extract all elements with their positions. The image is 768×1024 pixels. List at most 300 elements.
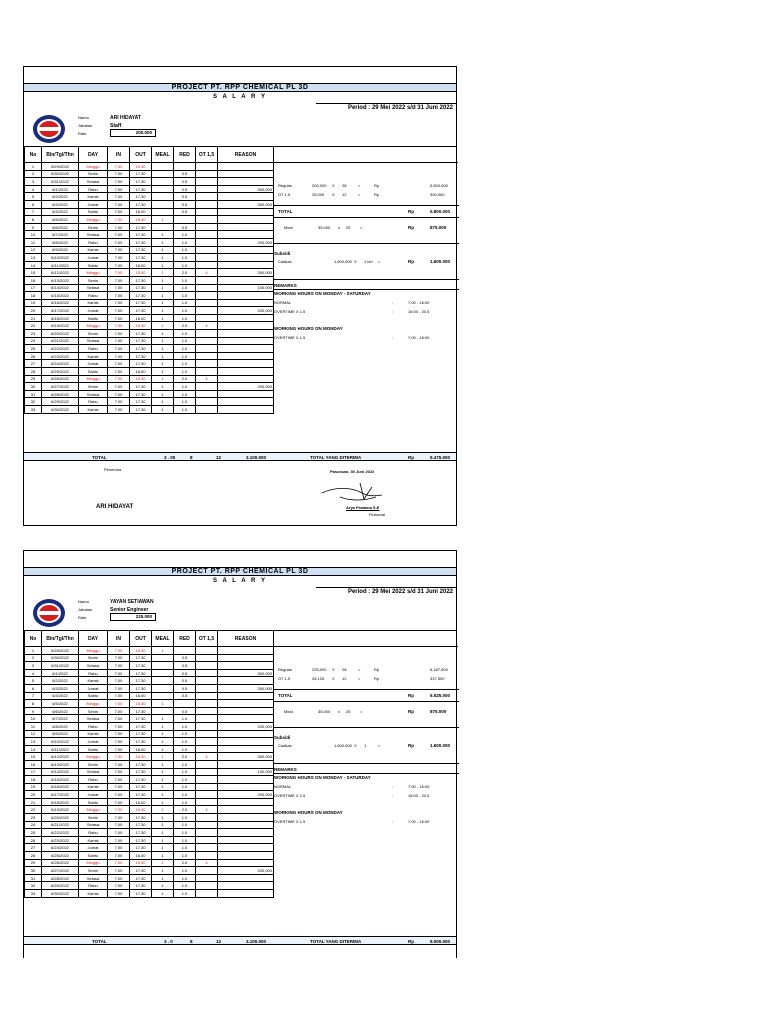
calc-line xyxy=(274,763,459,764)
cell-no: 29 xyxy=(25,859,42,867)
calc-normal-label: NORMAL xyxy=(274,784,292,789)
total-ot: 12 xyxy=(216,455,222,460)
cell-date: 6/1/2022 xyxy=(42,669,79,677)
cell-no: 21 xyxy=(25,314,42,322)
cell-date: 6/18/2022 xyxy=(42,314,79,322)
cell-tin: 7.00 xyxy=(108,874,130,882)
cell-day: Senin xyxy=(79,170,108,178)
cell-ot xyxy=(196,760,218,768)
table-row xyxy=(25,322,274,330)
cell-mel: 1 xyxy=(152,852,174,860)
cell-date: 6/21/2022 xyxy=(42,821,79,829)
cell-no: 28 xyxy=(25,368,42,376)
cell-day: Rabu xyxy=(79,722,108,730)
table-header-row xyxy=(25,147,274,163)
cell-tout: 17.30 xyxy=(130,768,152,776)
calc-ot-rate: 28,125 xyxy=(312,676,325,681)
cell-day: Selasa xyxy=(79,337,108,345)
cell-mel: 1 xyxy=(152,806,174,814)
cell-tin: 7.00 xyxy=(108,753,130,761)
cell-ot xyxy=(196,852,218,860)
cell-tout: 17.30 xyxy=(130,360,152,368)
calc-meal-eq: = xyxy=(360,225,363,230)
cell-day: Jumat xyxy=(79,200,108,208)
table-row xyxy=(25,791,274,799)
cell-day: Kamis xyxy=(79,783,108,791)
cell-date: 6/20/2022 xyxy=(42,330,79,338)
cell-red xyxy=(174,163,196,171)
cell-red: 1.0 xyxy=(174,345,196,353)
cell-mel: 1 xyxy=(152,284,174,292)
cell-tin: 7.00 xyxy=(108,246,130,254)
cell-tin: 7.00 xyxy=(108,375,130,383)
cell-tin: 7.00 xyxy=(108,398,130,406)
calc-regular-rp: Rp xyxy=(374,183,380,188)
cell-reason: 200,000 xyxy=(218,383,274,391)
calc-total-value: 6.525.000 xyxy=(430,693,451,698)
cell-red: 1.0 xyxy=(174,783,196,791)
cell-tin: 7.00 xyxy=(108,730,130,738)
cell-day: Minggu xyxy=(79,322,108,330)
cell-day: Selasa xyxy=(79,284,108,292)
cell-date: 6/1/2022 xyxy=(42,185,79,193)
cell-tin: 7.00 xyxy=(108,890,130,898)
cell-red: 2.0 xyxy=(174,322,196,330)
cell-date: 6/30/2022 xyxy=(42,890,79,898)
cell-reason xyxy=(218,223,274,231)
cell-ot xyxy=(196,684,218,692)
cell-tout: 17.30 xyxy=(130,890,152,898)
cell-ot xyxy=(196,193,218,201)
cell-ot xyxy=(196,776,218,784)
column-header-day: DAY xyxy=(79,631,108,647)
cell-reason: 200,000 xyxy=(218,238,274,246)
position-label: Jabatan xyxy=(78,607,93,612)
table-row xyxy=(25,859,274,867)
calc-regular-rate: 225,000 xyxy=(312,667,327,672)
cell-tout: 16.00 xyxy=(130,745,152,753)
calc-ot-line-time: 16:00 - 20.5 xyxy=(408,793,430,798)
total-red: 8 xyxy=(190,455,193,460)
table-row xyxy=(25,337,274,345)
table-row xyxy=(25,185,274,193)
cell-mel xyxy=(152,185,174,193)
cell-mel: 1 xyxy=(152,261,174,269)
cell-reason xyxy=(218,375,274,383)
cell-no: 21 xyxy=(25,798,42,806)
cell-red: 1.0 xyxy=(174,368,196,376)
cell-ot xyxy=(196,882,218,890)
cell-tout: 16.00 xyxy=(130,852,152,860)
cell-tin: 7.00 xyxy=(108,647,130,655)
cell-reason xyxy=(218,821,274,829)
cell-tout: 15.30 xyxy=(130,375,152,383)
cell-date: 6/25/2022 xyxy=(42,852,79,860)
table-row xyxy=(25,330,274,338)
cell-no: 9 xyxy=(25,223,42,231)
cell-date: 6/13/2022 xyxy=(42,276,79,284)
calc-cadkas-label: Cadkas xyxy=(278,259,292,264)
calc-meal-value: 875.000 xyxy=(430,709,447,714)
table-row xyxy=(25,882,274,890)
column-header-no: No xyxy=(25,147,42,163)
cell-tout: 17.30 xyxy=(130,246,152,254)
calc-cadkas-rate: 1,600,000 xyxy=(334,259,352,264)
calc-cadkas-eq: = xyxy=(378,743,381,748)
calc-total-rp: Rp xyxy=(408,209,414,214)
cell-reason: 100,000 xyxy=(218,768,274,776)
cell-day: Selasa xyxy=(79,662,108,670)
calc-ot-label: OT 1.5 xyxy=(278,676,291,681)
cell-tout: 17.30 xyxy=(130,684,152,692)
cell-red: 0.5 xyxy=(174,707,196,715)
cell-day: Sabtu xyxy=(79,314,108,322)
column-header-reason: REASON xyxy=(218,147,274,163)
cell-mel: 1 xyxy=(152,276,174,284)
cell-no: 1 xyxy=(25,647,42,655)
cell-no: 6 xyxy=(25,684,42,692)
calc-ot-line-colon: : xyxy=(392,309,394,314)
cell-mel: 1 xyxy=(152,238,174,246)
cell-reason xyxy=(218,231,274,239)
table-row xyxy=(25,276,274,284)
cell-no: 9 xyxy=(25,707,42,715)
cell-mel: 1 xyxy=(152,292,174,300)
cell-red: 1.0 xyxy=(174,768,196,776)
calc-ot-total: 337,500 xyxy=(430,676,445,681)
cell-day: Selasa xyxy=(79,390,108,398)
cell-no: 18 xyxy=(25,776,42,784)
cell-mel: 1 xyxy=(152,753,174,761)
cell-date: 6/4/2022 xyxy=(42,208,79,216)
cell-mel: 1 xyxy=(152,352,174,360)
cell-ot xyxy=(196,163,218,171)
cell-reason xyxy=(218,715,274,723)
total-pay-label: TOTAL YANG DITERIMA xyxy=(310,455,362,460)
cell-tout: 17.30 xyxy=(130,200,152,208)
cell-tin: 7.00 xyxy=(108,254,130,262)
cell-no: 30 xyxy=(25,383,42,391)
cell-date: 6/27/2022 xyxy=(42,867,79,875)
cell-tin: 7.00 xyxy=(108,345,130,353)
calc-line xyxy=(274,279,459,280)
cell-day: Minggu xyxy=(79,163,108,171)
cell-day: Kamis xyxy=(79,406,108,414)
cell-red: 2.0 xyxy=(174,806,196,814)
cell-no: 3 xyxy=(25,178,42,186)
calc-total-value: 5.800.000 xyxy=(430,209,451,214)
cell-tout: 17.30 xyxy=(130,276,152,284)
cell-tin: 7.00 xyxy=(108,700,130,708)
cell-tin: 7.00 xyxy=(108,276,130,284)
cell-reason xyxy=(218,368,274,376)
table-row xyxy=(25,375,274,383)
cell-tin: 7.00 xyxy=(108,684,130,692)
calc-regular-qty: 28 xyxy=(342,183,347,188)
cell-reason xyxy=(218,844,274,852)
cell-day: Kamis xyxy=(79,890,108,898)
cell-no: 14 xyxy=(25,745,42,753)
column-header-ot: OT 1,5 xyxy=(196,631,218,647)
cell-red: 0.5 xyxy=(174,178,196,186)
cell-red: 1.0 xyxy=(174,844,196,852)
table-row xyxy=(25,314,274,322)
cell-no: 11 xyxy=(25,722,42,730)
cell-tout: 15.30 xyxy=(130,322,152,330)
cell-no: 27 xyxy=(25,844,42,852)
cell-tout: 17.30 xyxy=(130,238,152,246)
cell-tout: 16.00 xyxy=(130,692,152,700)
calc-line xyxy=(274,727,459,728)
cell-reason xyxy=(218,314,274,322)
employee-position: Senior Engineer xyxy=(110,607,149,613)
calc-meal-label: Meal xyxy=(284,225,293,230)
cell-ot xyxy=(196,738,218,746)
cell-date: 6/3/2022 xyxy=(42,684,79,692)
cell-ot xyxy=(196,330,218,338)
cell-day: Minggu xyxy=(79,753,108,761)
cell-reason xyxy=(218,337,274,345)
cell-day: Sabtu xyxy=(79,692,108,700)
calc-wh1-title: WORKING HOURS ON MONDAY - SATURDAY xyxy=(274,775,371,780)
cell-reason xyxy=(218,216,274,224)
cell-ot xyxy=(196,337,218,345)
cell-date: 5/30/2022 xyxy=(42,654,79,662)
cell-ot xyxy=(196,730,218,738)
cell-tin: 7.00 xyxy=(108,852,130,860)
cell-tin: 7.00 xyxy=(108,314,130,322)
cell-tin: 7.00 xyxy=(108,261,130,269)
cell-red: 1.0 xyxy=(174,390,196,398)
cell-red: 1.0 xyxy=(174,284,196,292)
cell-day: Minggu xyxy=(79,375,108,383)
cell-reason xyxy=(218,677,274,685)
table-row xyxy=(25,776,274,784)
total-meal: 3 . 00 xyxy=(164,455,176,460)
cell-reason xyxy=(218,829,274,837)
employee-name: YAYAN SETIAWAN xyxy=(110,599,154,605)
cell-red: 1.0 xyxy=(174,307,196,315)
cell-mel: 1 xyxy=(152,791,174,799)
cell-mel: 1 xyxy=(152,836,174,844)
cell-tout: 15.30 xyxy=(130,163,152,171)
cell-day: Senin xyxy=(79,707,108,715)
cell-reason xyxy=(218,246,274,254)
cell-ot xyxy=(196,276,218,284)
calc-total-label: TOTAL xyxy=(278,209,293,214)
calc-line xyxy=(274,773,459,774)
cell-day: Selasa xyxy=(79,231,108,239)
cell-tin: 7.00 xyxy=(108,178,130,186)
cell-tin: 7.00 xyxy=(108,193,130,201)
total-label: TOTAL xyxy=(92,455,107,460)
calc-ot2-time: 7:00 - 16:00 xyxy=(408,335,430,340)
cell-day: Rabu xyxy=(79,292,108,300)
calc-meal-x: x xyxy=(338,709,340,714)
cell-reason xyxy=(218,654,274,662)
cell-mel: 1 xyxy=(152,299,174,307)
cell-tout: 16.00 xyxy=(130,798,152,806)
calc-regular-x: X xyxy=(332,183,335,188)
cell-day: Sabtu xyxy=(79,745,108,753)
cell-tin: 7.00 xyxy=(108,330,130,338)
cell-ot xyxy=(196,170,218,178)
table-row xyxy=(25,231,274,239)
cell-date: 6/9/2022 xyxy=(42,730,79,738)
cell-red: 1.0 xyxy=(174,730,196,738)
table-row xyxy=(25,200,274,208)
cell-tout: 17.30 xyxy=(130,814,152,822)
cell-no: 20 xyxy=(25,791,42,799)
calc-line xyxy=(274,289,459,290)
cell-reason xyxy=(218,208,274,216)
cell-mel xyxy=(152,163,174,171)
cell-tout: 17.30 xyxy=(130,284,152,292)
cell-red: 1.0 xyxy=(174,738,196,746)
table-row xyxy=(25,753,274,761)
calc-ot-qty: 12 xyxy=(342,192,347,197)
calc-ot-label: OT 1.5 xyxy=(278,192,291,197)
cell-day: Selasa xyxy=(79,874,108,882)
calc-regular-eq: = xyxy=(358,667,361,672)
cell-day: Senin xyxy=(79,223,108,231)
cell-tout: 17.30 xyxy=(130,383,152,391)
cell-tin: 7.00 xyxy=(108,798,130,806)
cell-mel xyxy=(152,684,174,692)
cell-day: Senin xyxy=(79,330,108,338)
cell-mel: 1 xyxy=(152,254,174,262)
cell-red: 0.5 xyxy=(174,654,196,662)
cell-mel xyxy=(152,208,174,216)
cell-red: 1.0 xyxy=(174,814,196,822)
total-red: 8 xyxy=(190,939,193,944)
cell-no: 16 xyxy=(25,276,42,284)
cell-day: Minggu xyxy=(79,806,108,814)
table-row xyxy=(25,844,274,852)
totals-row xyxy=(24,936,456,945)
column-header-mel: MEAL xyxy=(152,147,174,163)
cell-ot xyxy=(196,200,218,208)
cell-tin: 7.00 xyxy=(108,383,130,391)
table-row xyxy=(25,345,274,353)
table-row xyxy=(25,890,274,898)
cell-no: 25 xyxy=(25,345,42,353)
cell-red: 0.5 xyxy=(174,200,196,208)
cell-tin: 7.00 xyxy=(108,208,130,216)
cell-reason xyxy=(218,163,274,171)
cell-ot xyxy=(196,814,218,822)
cell-ot xyxy=(196,745,218,753)
cell-date: 6/9/2022 xyxy=(42,246,79,254)
total-pay-rp: Rp xyxy=(408,939,414,944)
cell-date: 6/16/2022 xyxy=(42,299,79,307)
cell-day: Selasa xyxy=(79,821,108,829)
cell-red: 1.0 xyxy=(174,798,196,806)
cell-tout: 17.30 xyxy=(130,829,152,837)
cell-tin: 7.00 xyxy=(108,368,130,376)
cell-ot xyxy=(196,368,218,376)
cell-tin: 7.00 xyxy=(108,307,130,315)
cell-tin: 7.00 xyxy=(108,292,130,300)
calc-cadkas-eq: = xyxy=(378,259,381,264)
employee-name: ARI HIDAYAT xyxy=(110,115,141,121)
calc-regular-qty: 28 xyxy=(342,667,347,672)
signature-icon xyxy=(320,479,384,505)
cell-ot xyxy=(196,299,218,307)
cell-no: 32 xyxy=(25,882,42,890)
cell-day: Rabu xyxy=(79,238,108,246)
calc-meal-rate: 35,000 xyxy=(318,225,331,230)
cell-ot xyxy=(196,231,218,239)
cell-mel: 1 xyxy=(152,874,174,882)
cell-mel: 1 xyxy=(152,882,174,890)
column-header-red: RED xyxy=(174,631,196,647)
cell-mel: 1 xyxy=(152,760,174,768)
cell-no: 8 xyxy=(25,700,42,708)
cell-tout: 17.30 xyxy=(130,223,152,231)
cell-tout: 17.30 xyxy=(130,193,152,201)
cell-no: 32 xyxy=(25,398,42,406)
calc-cadkas-rp: Rp xyxy=(408,259,414,264)
cell-date: 6/22/2022 xyxy=(42,829,79,837)
cell-day: Selasa xyxy=(79,178,108,186)
cell-day: Sabtu xyxy=(79,208,108,216)
cell-reason xyxy=(218,707,274,715)
table-row xyxy=(25,814,274,822)
cell-tout: 17.30 xyxy=(130,707,152,715)
calc-ot-line-label: OVERTIME X 1.5 xyxy=(274,793,306,798)
table-row xyxy=(25,654,274,662)
cell-date: 6/15/2022 xyxy=(42,292,79,300)
cell-reason xyxy=(218,745,274,753)
cell-tout: 15.30 xyxy=(130,753,152,761)
table-row xyxy=(25,299,274,307)
cell-ot xyxy=(196,707,218,715)
cell-tout: 17.30 xyxy=(130,874,152,882)
cell-mel: 1 xyxy=(152,368,174,376)
cell-red: 1.0 xyxy=(174,238,196,246)
cell-ot xyxy=(196,383,218,391)
cell-day: Kamis xyxy=(79,730,108,738)
cell-day: Minggu xyxy=(79,269,108,277)
column-header-tout: OUT xyxy=(130,147,152,163)
total-pay-label: TOTAL YANG DITERIMA xyxy=(310,939,362,944)
calc-line xyxy=(274,689,459,690)
cell-no: 33 xyxy=(25,890,42,898)
cell-mel: 1 xyxy=(152,307,174,315)
cell-day: Jumat xyxy=(79,307,108,315)
calc-line xyxy=(274,701,459,702)
calc-cadkas-label: Cadkas xyxy=(278,743,292,748)
cell-day: Kamis xyxy=(79,836,108,844)
cell-tin: 7.00 xyxy=(108,776,130,784)
calc-subsidi-label: Subsidi xyxy=(274,251,291,256)
cell-no: 8 xyxy=(25,216,42,224)
cell-tout: 16.00 xyxy=(130,368,152,376)
cell-no: 4 xyxy=(25,185,42,193)
calc-cadkas-rate: 1,600,000 xyxy=(334,743,352,748)
cell-date: 6/28/2022 xyxy=(42,874,79,882)
cell-day: Minggu xyxy=(79,859,108,867)
table-row xyxy=(25,669,274,677)
cell-tin: 7.00 xyxy=(108,738,130,746)
cell-reason xyxy=(218,322,274,330)
cell-tin: 7.00 xyxy=(108,170,130,178)
cell-tout: 17.30 xyxy=(130,669,152,677)
table-row xyxy=(25,647,274,655)
cell-red: 1.0 xyxy=(174,715,196,723)
calc-ot-rp: Rp xyxy=(374,676,380,681)
